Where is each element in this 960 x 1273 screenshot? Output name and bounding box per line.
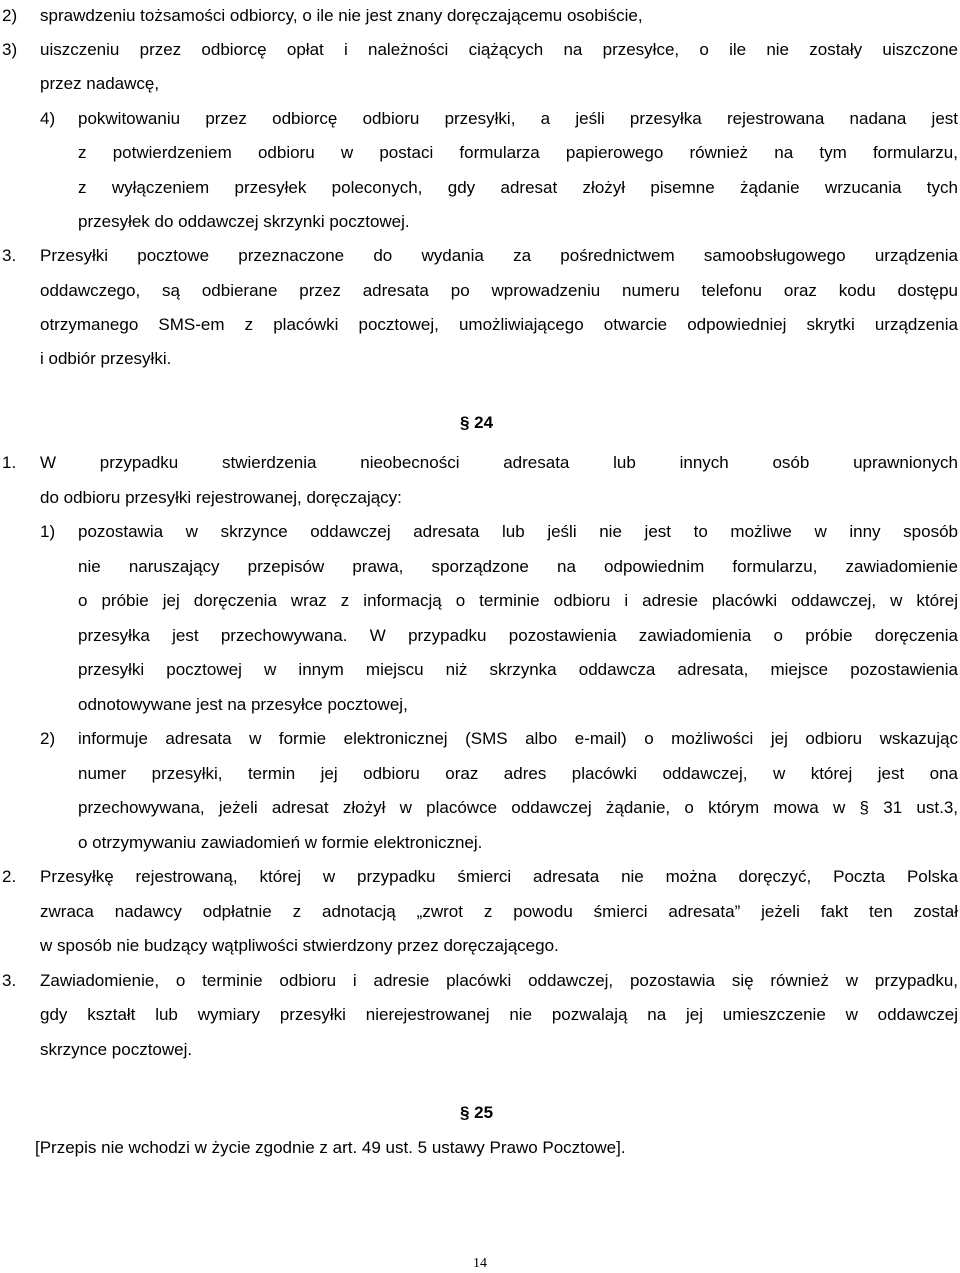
- list-label: 3.: [2, 971, 17, 990]
- text-line: z potwierdzeniem odbioru w postaci formularza papierowego również na tym formularzu,: [78, 143, 958, 162]
- text-line: przesyłka jest przechowywana. W przypadku pozostawienia zawiadomienia o próbie doręczenia: [78, 626, 958, 645]
- text-line: Zawiadomienie, o terminie odbioru i adresie placówki oddawczej, pozostawia się również w przypadku,: [40, 971, 958, 990]
- text-line: sprawdzeniu tożsamości odbiorcy, o ile nie jest znany doręczającemu osobiście,: [40, 6, 643, 25]
- text-line: gdy kształt lub wymiary przesyłki nierejestrowanej nie pozwalają na jej umieszczenie w oddawczej: [40, 1005, 958, 1024]
- text-line: przesyłek do oddawczej skrzynki pocztowej.: [78, 212, 410, 231]
- text-line: do odbioru przesyłki rejestrowanej, doręczający:: [40, 488, 402, 507]
- text-line: przez nadawcę,: [40, 74, 160, 93]
- list-label: 2): [40, 729, 56, 748]
- list-label: 1.: [2, 453, 17, 472]
- text-line: oddawczego, są odbierane przez adresata po wprowadzeniu numeru telefonu oraz kodu dostępu: [40, 281, 958, 300]
- page-number: 14: [473, 1256, 487, 1271]
- text-line: Przesyłki pocztowe przeznaczone do wydania za pośrednictwem samoobsługowego urządzenia: [40, 246, 958, 265]
- text-line: przechowywana, jeżeli adresat złożył w placówce oddawczej żądanie, o którym mowa w § 31 ust.3,: [78, 798, 958, 817]
- text-line: odnotowywane jest na przesyłce pocztowej,: [78, 695, 408, 714]
- text-line: pokwitowaniu przez odbiorcę odbioru przesyłki, a jeśli przesyłka rejestrowana nadana jest: [78, 109, 958, 128]
- text-line: nie naruszający przepisów prawa, sporządzone na odpowiednim formularzu, zawiadomienie: [78, 557, 958, 576]
- text-line: Przesyłkę rejestrowaną, której w przypadku śmierci adresata nie można doręczyć, Poczta Polska: [40, 867, 958, 886]
- list-label: 1): [40, 522, 56, 541]
- section-heading: § 25: [460, 1103, 494, 1122]
- text-line: w sposób nie budzący wątpliwości stwierdzony przez doręczającego.: [40, 936, 559, 955]
- text-line: W przypadku stwierdzenia nieobecności adresata lub innych osób uprawnionych: [40, 453, 958, 472]
- list-label: 3.: [2, 246, 17, 265]
- list-label: 2): [2, 6, 18, 25]
- text-line: numer przesyłki, termin jej odbioru oraz adres placówki oddawczej, w której jest ona: [78, 764, 958, 783]
- text-line: informuje adresata w formie elektronicznej (SMS albo e-mail) o możliwości jej odbioru wskazując: [78, 729, 958, 748]
- text-line: [Przepis nie wchodzi w życie zgodnie z art. 49 ust. 5 ustawy Prawo Pocztowe].: [35, 1138, 626, 1157]
- text-line: z wyłączeniem przesyłek poleconych, gdy adresat złożył pisemne żądanie wrzucania tych: [78, 178, 958, 197]
- text-line: otrzymanego SMS-em z placówki pocztowej, umożliwiającego otwarcie odpowiedniej skrytki urządzenia: [40, 315, 958, 334]
- list-label: 4): [40, 109, 56, 128]
- list-label: 3): [2, 40, 18, 59]
- text-line: zwraca nadawcy odpłatnie z adnotacją „zwrot z powodu śmierci adresata” jeżeli fakt ten został: [40, 902, 958, 921]
- text-line: o próbie jej doręczenia wraz z informacją o terminie odbioru i adresie placówki oddawczej, w której: [78, 591, 958, 610]
- text-line: skrzynce pocztowej.: [40, 1040, 193, 1059]
- list-label: 2.: [2, 867, 17, 886]
- text-line: pozostawia w skrzynce oddawczej adresata lub jeśli nie jest to możliwe w inny sposób: [78, 522, 958, 541]
- text-line: uiszczeniu przez odbiorcę opłat i należności ciążących na przesyłce, o ile nie zostały uiszczone: [40, 40, 958, 59]
- text-line: o otrzymywaniu zawiadomień w formie elektronicznej.: [78, 833, 483, 852]
- text-line: przesyłki pocztowej w innym miejscu niż skrzynka oddawcza adresata, miejsce pozostawienia: [78, 660, 958, 679]
- text-line: i odbiór przesyłki.: [40, 349, 172, 368]
- section-heading: § 24: [460, 413, 494, 432]
